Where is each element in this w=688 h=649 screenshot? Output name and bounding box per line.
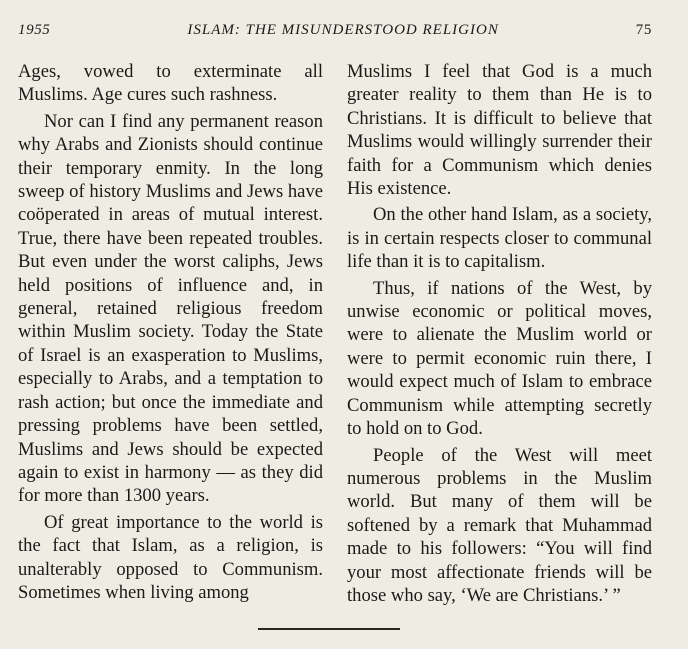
- text-columns: [18, 60, 652, 620]
- section-end-rule: [258, 628, 400, 630]
- paragraph: Muslims I feel that God is a much greater reality to them than He is to Christians. It is difficult to believe that Muslims would willingly surrender their faith for a Communism which denies His existence.: [347, 61, 652, 200]
- paragraph: Nor can I find any permanent reason why Arabs and Zionists should continue their temporary enmity. In the long sweep of history Muslims and Jews have coöperated in areas of mutual interest. True, there have been repeated troubles. But even under the worst caliphs, Jews held positions of influence and, in general, retained religious freedom within Muslim society. Today the State of Israel is an exasperation to Muslims, especially to Arabs, and a temptation to rash action; but once the immediate and pressing problems have been settled, Muslims and Jews should be expected again to exist in harmony — as they did for more than 1300 years.: [18, 110, 323, 507]
- paragraph: Ages, vowed to exterminate all Muslims. Age cures such rashness.: [18, 61, 323, 106]
- running-head-title: ISLAM: THE MISUNDERSTOOD RELIGION: [187, 22, 499, 38]
- running-head-year: 1955: [18, 22, 51, 38]
- paragraph: On the other hand Islam, as a society, is in certain respects closer to communal life than it is to capitalism.: [347, 204, 652, 273]
- paragraph: People of the West will meet numerous problems in the Muslim world. But many of them will be softened by a remark that Muhammad made to his followers: “You will find your most affectionate friends will be those who say, ‘We are Christians.’ ”: [347, 444, 652, 606]
- paragraph: Of great importance to the world is the fact that Islam, as a religion, is unalterably opposed to Communism. Sometimes when living among: [18, 511, 323, 603]
- page-number: 75: [635, 22, 652, 38]
- right-column: [347, 60, 652, 620]
- paragraph: Thus, if nations of the West, by unwise economic or political moves, were to alienate the Muslim world or were to permit economic ruin there, I would expect much of Islam to embrace Communism while attempting secretly to hold on to God.: [347, 277, 652, 440]
- left-column: [18, 60, 323, 620]
- running-head: [18, 22, 652, 48]
